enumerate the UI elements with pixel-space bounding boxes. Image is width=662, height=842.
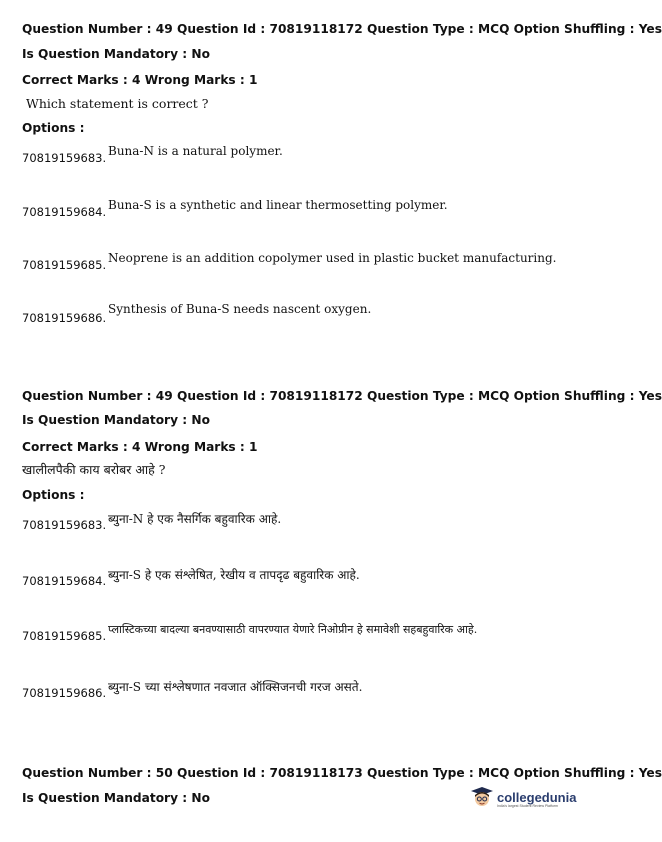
question-text: खालीलपैकी काय बरोबर आहे ?	[22, 462, 166, 477]
collegedunia-logo	[470, 786, 576, 814]
mandatory-line: Is Question Mandatory : No	[22, 791, 210, 805]
option-text: ब्युना-N हे एक नैसर्गिक बहुवारिक आहे.	[108, 512, 282, 526]
option-text: Buna-N is a natural polymer.	[108, 144, 283, 158]
option-text: Buna-S is a synthetic and linear thermosetting polymer.	[108, 198, 448, 212]
question-text: Which statement is correct ?	[26, 96, 209, 111]
option-text: ब्युना-S हे एक संश्लेषित, रेखीय व तापदृढ बहुवारिक आहे.	[108, 568, 360, 582]
option-id: 70819159683.	[22, 151, 107, 165]
option-text: Synthesis of Buna-S needs nascent oxygen.	[108, 302, 372, 316]
marks-line: Correct Marks : 4 Wrong Marks : 1	[22, 73, 258, 87]
option-id: 70819159686.	[22, 686, 107, 700]
option-text: ब्युना-S च्या संश्लेषणात नवजात ऑक्सिजनची गरज असते.	[108, 680, 363, 694]
mandatory-line: Is Question Mandatory : No	[22, 47, 210, 61]
question-header: Question Number : 50 Question Id : 70819118173 Question Type : MCQ Option Shuffling : Yes	[22, 766, 662, 780]
option-id: 70819159685.	[22, 258, 107, 272]
mandatory-line: Is Question Mandatory : No	[22, 413, 210, 427]
logo-tagline: India's largest Student Review Platform	[497, 804, 558, 809]
option-text: प्लास्टिकच्या बादल्या बनवण्यासाठी वापरण्यात येणारे निओप्रीन हे समावेशी सहबहुवारिक आहे.	[108, 623, 478, 636]
option-id: 70819159684.	[22, 574, 107, 588]
question-header: Question Number : 49 Question Id : 70819118172 Question Type : MCQ Option Shuffling : Yes	[22, 389, 662, 403]
option-id: 70819159685.	[22, 629, 107, 643]
options-label: Options :	[22, 488, 85, 502]
option-id: 70819159683.	[22, 518, 107, 532]
graduate-mascot-icon	[470, 786, 494, 814]
logo-wordmark: collegedunia	[497, 790, 577, 806]
option-text: Neoprene is an addition copolymer used in plastic bucket manufacturing.	[108, 251, 557, 265]
option-id: 70819159686.	[22, 311, 107, 325]
option-id: 70819159684.	[22, 205, 107, 219]
options-label: Options :	[22, 121, 85, 135]
marks-line: Correct Marks : 4 Wrong Marks : 1	[22, 440, 258, 454]
question-header: Question Number : 49 Question Id : 70819118172 Question Type : MCQ Option Shuffling : Yes	[22, 22, 662, 36]
